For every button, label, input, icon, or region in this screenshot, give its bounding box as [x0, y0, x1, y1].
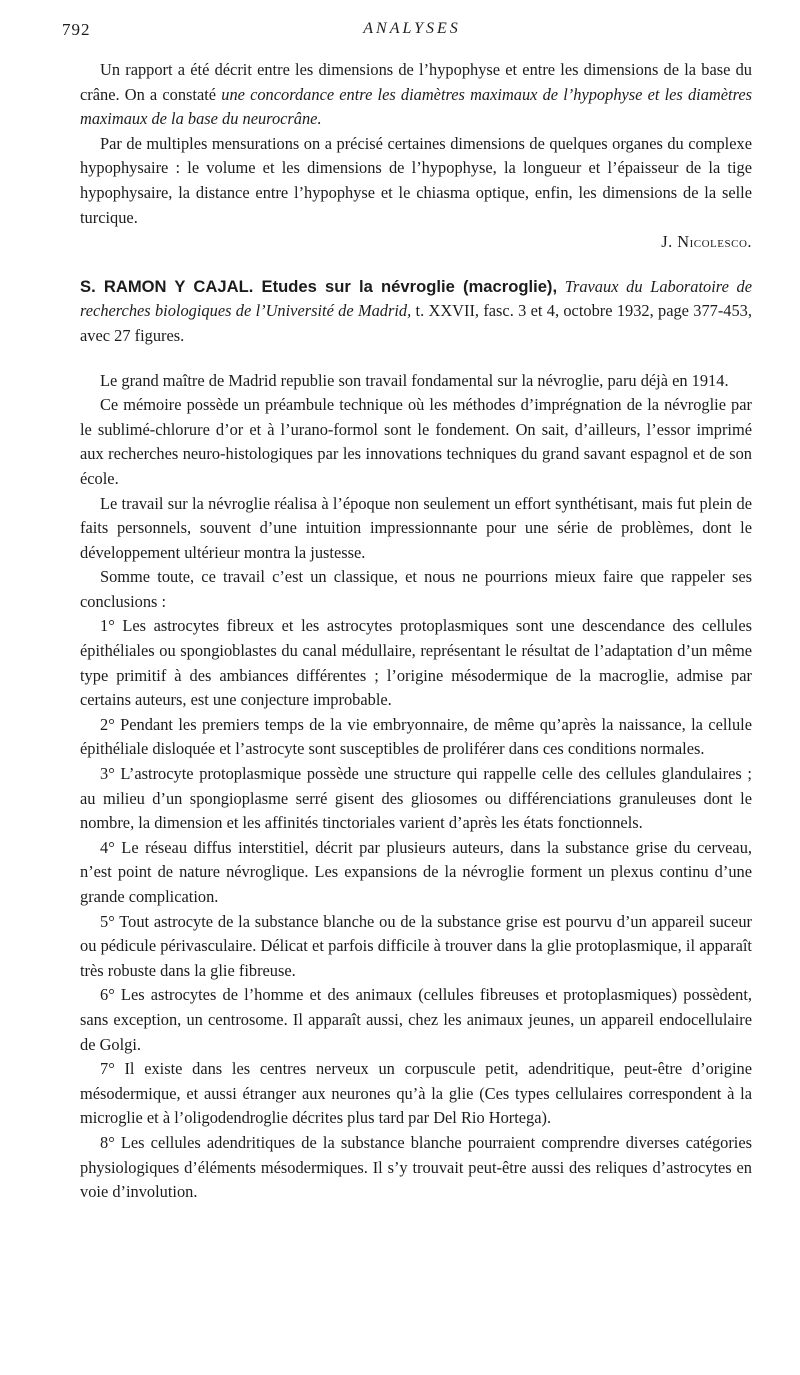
review2-paragraph: Le grand maître de Madrid republie son travail fondamental sur la névroglie, paru déjà en 1914. — [100, 370, 729, 390]
page-header — [62, 20, 762, 50]
conclusion-item: 2° Pendant les premiers temps de la vie embryonnaire, de même qu’après la naissance, la cellule épithéliale disloquée et l’astrocyte sont susceptibles de proliférer dans ces conditions normales. — [80, 714, 752, 759]
review2-journal: Travaux du Laboratoire de recherches biologiques de l’Université de Madrid, — [80, 276, 752, 321]
review2-paragraph: Le travail sur la névroglie réalisa à l’époque non seulement un effort synthétisant, mais fut plein de faits personnels, souvent d’une intuition impressionnante pour une série de problèmes, dont le développement ultérieur montra la justesse. — [80, 493, 752, 562]
conclusion-item: 3° L’astrocyte protoplasmique possède une structure qui rappelle celle des cellules glandulaires ; au milieu d’un spongioplasme serré gisent des gliosomes ou différenciations granuleuses dont le nombre, la dimension et les affinités tinctoriales varient d’après les états fonctionnels. — [80, 764, 752, 833]
running-title: ANALYSES — [363, 20, 461, 37]
review2-title: S. RAMON Y CAJAL. Etudes sur la névroglie (macroglie), — [80, 276, 558, 296]
review1-italic-finding: une concordance entre les diamètres maximaux de l’hypophyse et les diamètres maximaux de la base du neurocrâne. — [80, 84, 752, 129]
review2-citation: t. XXVII, fasc. 3 et 4, octobre 1932, page 377-453, avec 27 figures. — [80, 301, 752, 345]
conclusion-item: 7° Il existe dans les centres nerveux un corpuscule petit, adendritique, peut-être d’origine mésodermique, et aussi étranger aux neurones qu’à la glie (Ces types cellulaires correspondent à la microglie et à l’oligodendroglie décrites plus tard par Del Rio Hortega). — [80, 1059, 752, 1128]
conclusion-item: 6° Les astrocytes de l’homme et des animaux (cellules fibreuses et protoplasmiques) possèdent, sans exception, un centrosome. Il apparaît aussi, chez les animaux jeunes, un appareil endocellulaire de Golgi. — [80, 985, 752, 1054]
review2-heading — [80, 275, 752, 349]
review1-paragraph-2: Par de multiples mensurations on a précisé certaines dimensions de quelques organes du complexe hypophysaire : le volume et les dimensions de l’hypophyse, la longueur et l’épaisseur de la tige hypophysaire, la distance entre l’hypophyse et le chiasma optique, enfin, les dimensions de la selle turcique. — [80, 133, 752, 227]
conclusion-item: 4° Le réseau diffus interstitiel, décrit par plusieurs auteurs, dans la substance grise du cerveau, n’est point de nature névroglique. Les expansions de la névroglie forment un plexus continu d’une grande complication. — [80, 837, 752, 906]
conclusion-item: 8° Les cellules adendritiques de la substance blanche pourraient comprendre diverses catégories physiologiques d’éléments mésodermiques. Il s’y trouvait peut-être aussi des reliques d’astrocytes en voie d’involution. — [80, 1132, 752, 1202]
conclusion-item: 5° Tout astrocyte de la substance blanche ou de la substance grise est pourvu d’un appareil suceur ou pédicule périvasculaire. Délicat et parfois difficile à trouver dans la glie protoplasmique, il apparaît très robuste dans la glie fibreuse. — [80, 911, 752, 980]
page-body — [80, 58, 752, 1205]
review1-paragraph-1: Un rapport a été décrit entre les dimensions de l’hypophyse et entre les dimensions de la base du crâne. On a constaté une concordance entre les diamètres maximaux de l’hypophyse et les diamètres maximaux de la base du neurocrâne. — [80, 60, 752, 129]
review1-signature: J. Nicolesco. — [661, 232, 752, 252]
review2-paragraph: Ce mémoire possède un préambule technique où les méthodes d’imprégnation de la névroglie par le sublimé-chlorure d’or et à l’urano-formol sont le fondement. On sait, d’ailleurs, l’essor imprimé aux recherches neuro-histologiques par les innovations techniques du grand savant espagnol et de son école. — [80, 395, 752, 488]
review2-paragraph: Somme toute, ce travail c’est un classique, et nous ne pourrions mieux faire que rappeler ses conclusions : — [80, 567, 752, 611]
conclusion-item: 1° Les astrocytes fibreux et les astrocytes protoplasmiques sont une descendance des cellules épithéliales ou spongioblastes du canal médullaire, représentant le résultat de l’adaptation d’un même type primitif à des ambiances différentes ; l’origine mésodermique de la macroglie, admise par certains auteurs, est une conjecture improbable. — [80, 616, 752, 710]
page-number: 792 — [62, 20, 91, 39]
